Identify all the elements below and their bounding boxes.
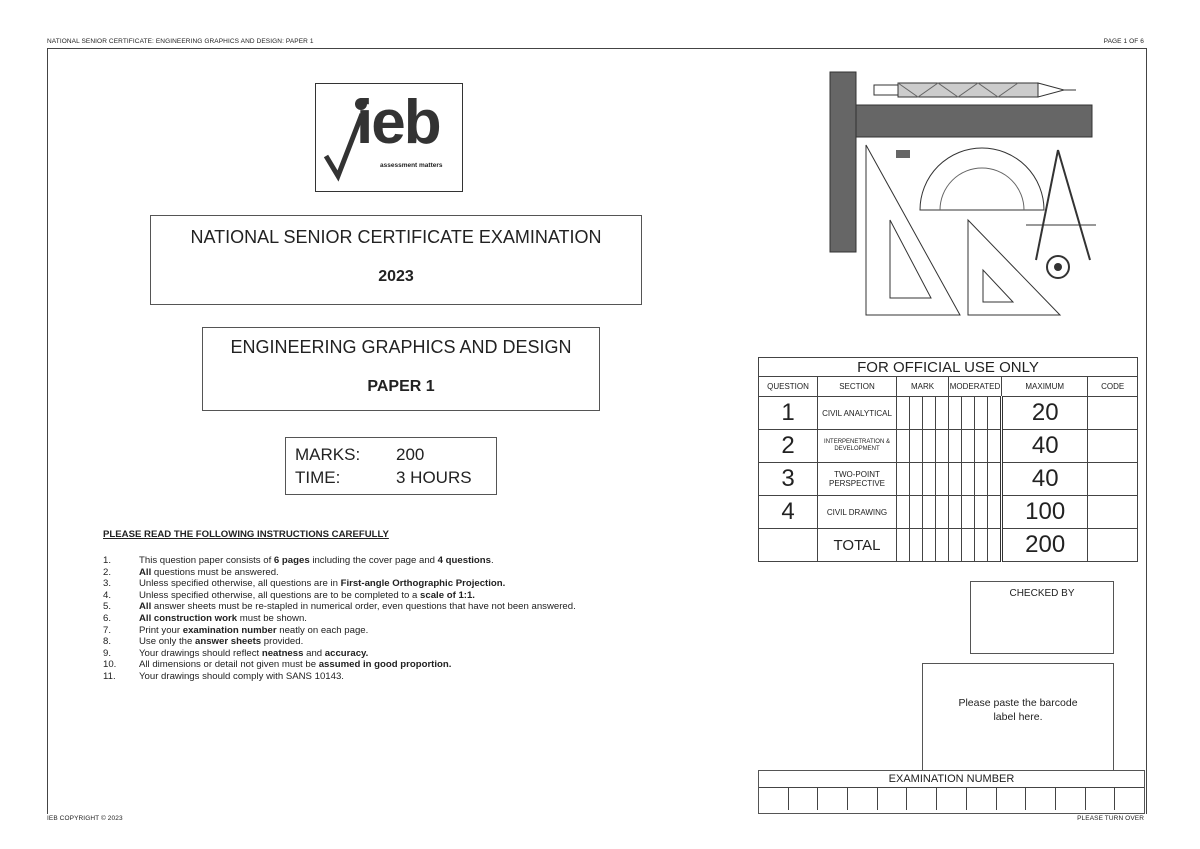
maximum-mark: 20 bbox=[1002, 397, 1088, 430]
total-mark-cell[interactable] bbox=[936, 529, 949, 562]
section-name: TWO-POINT PERSPECTIVE bbox=[818, 463, 897, 496]
marks-time-box bbox=[285, 437, 497, 495]
table-header-row bbox=[759, 377, 1138, 397]
mark-cell[interactable] bbox=[923, 496, 936, 529]
mark-cell[interactable] bbox=[923, 430, 936, 463]
instruction-text: Unless specified otherwise, all questions are to be completed to a scale of 1:1. bbox=[139, 589, 475, 601]
instruction-number: 1. bbox=[103, 555, 112, 566]
moderated-cell[interactable] bbox=[975, 397, 988, 430]
total-row bbox=[759, 529, 1138, 562]
mark-cell[interactable] bbox=[910, 430, 923, 463]
header-left: NATIONAL SENIOR CERTIFICATE: ENGINEERING GRAPHICS AND DESIGN: PAPER 1 bbox=[47, 38, 314, 45]
instruction-number: 6. bbox=[103, 612, 112, 624]
mark-cell[interactable] bbox=[936, 463, 949, 496]
page-number: PAGE 1 OF 6 bbox=[1103, 38, 1144, 45]
instructions-list bbox=[103, 555, 743, 683]
total-label: TOTAL bbox=[818, 529, 897, 562]
instruction-item bbox=[103, 648, 743, 660]
marks-label: MARKS: bbox=[295, 445, 361, 464]
total-maximum: 200 bbox=[1002, 529, 1088, 562]
maximum-mark: 40 bbox=[1002, 463, 1088, 496]
total-moderated-cell[interactable] bbox=[949, 529, 962, 562]
moderated-cell[interactable] bbox=[975, 430, 988, 463]
moderated-cell[interactable] bbox=[949, 496, 962, 529]
exam-number-cells bbox=[759, 788, 1144, 810]
col-header-section: SECTION bbox=[818, 377, 897, 397]
mark-cell[interactable] bbox=[936, 496, 949, 529]
code-cell[interactable] bbox=[1088, 496, 1138, 529]
total-mark-cell[interactable] bbox=[910, 529, 923, 562]
ieb-logo bbox=[315, 83, 463, 192]
instruction-text: All answer sheets must be re-stapled in numerical order, even questions that have not been answered. bbox=[139, 601, 576, 613]
instruction-number: 11. bbox=[103, 670, 116, 682]
maximum-mark: 100 bbox=[1002, 496, 1088, 529]
instruction-number: 7. bbox=[103, 624, 112, 636]
exam-number-box bbox=[758, 770, 1145, 814]
instruction-item bbox=[103, 555, 743, 567]
mark-cell[interactable] bbox=[910, 397, 923, 430]
table-row bbox=[759, 463, 1138, 496]
instruction-item bbox=[103, 636, 743, 648]
exam-number-digit-cell[interactable] bbox=[759, 788, 789, 810]
subject-box bbox=[202, 327, 600, 411]
question-number: 4 bbox=[759, 496, 818, 529]
moderated-cell[interactable] bbox=[949, 463, 962, 496]
moderated-cell[interactable] bbox=[962, 430, 975, 463]
section-name: CIVIL ANALYTICAL bbox=[818, 397, 897, 430]
total-mark-cell[interactable] bbox=[897, 529, 910, 562]
instruction-number: 5. bbox=[103, 601, 112, 613]
exam-number-digit-cell[interactable] bbox=[1026, 788, 1056, 810]
pencil-icon bbox=[874, 83, 1076, 97]
table-row bbox=[759, 496, 1138, 529]
moderated-cell[interactable] bbox=[988, 463, 1002, 496]
instruction-number: 9. bbox=[103, 647, 112, 659]
compass-icon bbox=[1026, 150, 1096, 278]
barcode-label: Please paste the barcode label here. bbox=[958, 697, 1078, 723]
instruction-item bbox=[103, 601, 743, 613]
official-use-title: FOR OFFICIAL USE ONLY bbox=[759, 358, 1138, 377]
logo-tagline: assessment matters bbox=[380, 162, 443, 169]
mark-cell[interactable] bbox=[897, 496, 910, 529]
instruction-number: 8. bbox=[103, 636, 112, 648]
col-header-moderated: MODERATED bbox=[949, 377, 1002, 397]
total-moderated-cell[interactable] bbox=[975, 529, 988, 562]
instruction-text: Print your examination number neatly on each page. bbox=[139, 624, 369, 636]
mark-cell[interactable] bbox=[897, 463, 910, 496]
exam-year: 2023 bbox=[378, 268, 414, 285]
table-row bbox=[759, 430, 1138, 463]
moderated-cell[interactable] bbox=[975, 463, 988, 496]
instruction-item bbox=[103, 625, 743, 637]
section-name: INTERPENETRATION & DEVELOPMENT bbox=[818, 430, 897, 463]
table-row bbox=[759, 397, 1138, 430]
moderated-cell[interactable] bbox=[962, 496, 975, 529]
code-cell[interactable] bbox=[1088, 463, 1138, 496]
total-code-cell[interactable] bbox=[1088, 529, 1138, 562]
instruction-text: Unless specified otherwise, all questions are in First-angle Orthographic Projection. bbox=[139, 578, 506, 590]
code-cell[interactable] bbox=[1088, 397, 1138, 430]
subject-name: ENGINEERING GRAPHICS AND DESIGN bbox=[230, 337, 572, 357]
instruction-number: 3. bbox=[103, 578, 112, 590]
mark-cell[interactable] bbox=[910, 496, 923, 529]
section-name: CIVIL DRAWING bbox=[818, 496, 897, 529]
col-header-code: CODE bbox=[1088, 377, 1138, 397]
mark-cell[interactable] bbox=[910, 463, 923, 496]
exam-title: NATIONAL SENIOR CERTIFICATE EXAMINATION bbox=[190, 227, 602, 247]
time-value: 3 HOURS bbox=[396, 468, 472, 487]
checked-by-box[interactable] bbox=[970, 581, 1114, 654]
official-use-table bbox=[758, 357, 1138, 562]
exam-number-digit-cell[interactable] bbox=[789, 788, 819, 810]
code-cell[interactable] bbox=[1088, 430, 1138, 463]
instruction-text: All construction work must be shown. bbox=[139, 612, 307, 624]
moderated-cell[interactable] bbox=[962, 397, 975, 430]
exam-number-digit-cell[interactable] bbox=[1056, 788, 1086, 810]
exam-number-digit-cell[interactable] bbox=[937, 788, 967, 810]
instruction-text: All dimensions or detail not given must be assumed in good proportion. bbox=[139, 659, 452, 671]
exam-number-digit-cell[interactable] bbox=[818, 788, 848, 810]
exam-number-digit-cell[interactable] bbox=[907, 788, 937, 810]
moderated-cell[interactable] bbox=[949, 397, 962, 430]
drafting-tools-illustration bbox=[828, 70, 1100, 320]
question-number: 3 bbox=[759, 463, 818, 496]
col-header-question: QUESTION bbox=[759, 377, 818, 397]
col-header-maximum: MAXIMUM bbox=[1002, 377, 1088, 397]
exam-number-digit-cell[interactable] bbox=[1115, 788, 1144, 810]
total-moderated-cell[interactable] bbox=[962, 529, 975, 562]
instruction-item bbox=[103, 578, 743, 590]
instruction-text: This question paper consists of 6 pages including the cover page and 4 questions. bbox=[139, 555, 494, 566]
exam-number-digit-cell[interactable] bbox=[848, 788, 878, 810]
moderated-cell[interactable] bbox=[949, 430, 962, 463]
total-empty-cell bbox=[759, 529, 818, 562]
mark-cell[interactable] bbox=[936, 430, 949, 463]
exam-number-digit-cell[interactable] bbox=[878, 788, 908, 810]
instruction-item bbox=[103, 659, 743, 671]
title-box bbox=[150, 215, 642, 305]
question-number: 1 bbox=[759, 397, 818, 430]
total-moderated-cell[interactable] bbox=[988, 529, 1002, 562]
question-number: 2 bbox=[759, 430, 818, 463]
marks-value: 200 bbox=[396, 445, 425, 464]
col-header-mark: MARK bbox=[897, 377, 949, 397]
logo-text: ieb bbox=[356, 88, 440, 157]
mark-cell[interactable] bbox=[923, 397, 936, 430]
instruction-number: 4. bbox=[103, 589, 112, 601]
moderated-cell[interactable] bbox=[988, 397, 1002, 430]
exam-number-digit-cell[interactable] bbox=[967, 788, 997, 810]
maximum-mark: 40 bbox=[1002, 430, 1088, 463]
moderated-cell[interactable] bbox=[988, 496, 1002, 529]
instruction-text: Use only the answer sheets provided. bbox=[139, 636, 304, 648]
mark-cell[interactable] bbox=[897, 397, 910, 430]
instruction-item bbox=[103, 567, 743, 579]
instruction-item bbox=[103, 590, 743, 602]
moderated-cell[interactable] bbox=[975, 496, 988, 529]
total-mark-cell[interactable] bbox=[923, 529, 936, 562]
instructions-heading: PLEASE READ THE FOLLOWING INSTRUCTIONS CAREFULLY bbox=[103, 529, 389, 540]
exam-number-label: EXAMINATION NUMBER bbox=[759, 771, 1144, 788]
instruction-item bbox=[103, 671, 743, 683]
mark-cell[interactable] bbox=[936, 397, 949, 430]
exam-number-digit-cell[interactable] bbox=[1086, 788, 1116, 810]
moderated-cell[interactable] bbox=[988, 430, 1002, 463]
mark-cell[interactable] bbox=[897, 430, 910, 463]
instruction-text: All questions must be answered. bbox=[139, 566, 279, 578]
moderated-cell[interactable] bbox=[962, 463, 975, 496]
checked-by-label: CHECKED BY bbox=[1009, 588, 1075, 599]
instruction-number: 10. bbox=[103, 659, 117, 671]
exam-number-digit-cell[interactable] bbox=[997, 788, 1027, 810]
mark-cell[interactable] bbox=[923, 463, 936, 496]
footer-turn-over: PLEASE TURN OVER bbox=[1077, 815, 1144, 822]
instruction-number: 2. bbox=[103, 566, 112, 578]
instruction-item bbox=[103, 613, 743, 625]
instruction-text: Your drawings should comply with SANS 10143. bbox=[139, 670, 344, 682]
time-label: TIME: bbox=[295, 468, 341, 487]
barcode-box[interactable] bbox=[922, 663, 1114, 783]
footer-copyright: IEB COPYRIGHT © 2023 bbox=[47, 815, 123, 822]
paper-number: PAPER 1 bbox=[367, 378, 435, 395]
protractor-icon bbox=[920, 148, 1044, 210]
instruction-text: Your drawings should reflect neatness and accuracy. bbox=[139, 647, 369, 659]
